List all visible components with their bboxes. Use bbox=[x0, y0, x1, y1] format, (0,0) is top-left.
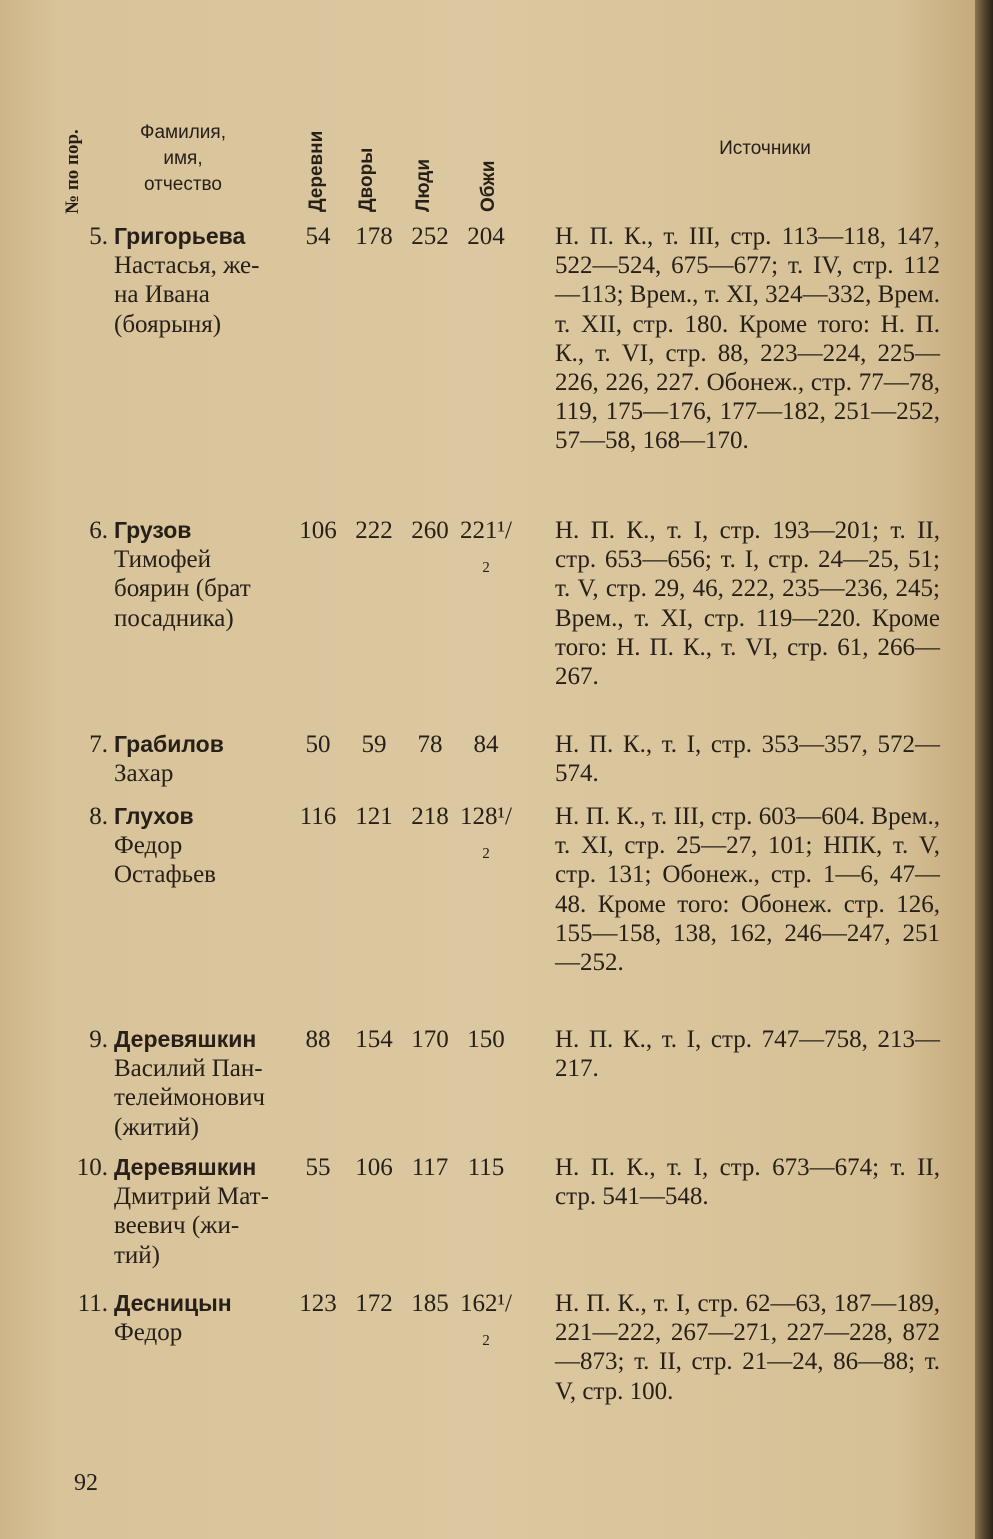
sources-text: Н. П. К., т. I, стр. 747—758, 213—217. bbox=[555, 1026, 940, 1083]
sources-text: Н. П. К., т. I, стр. 353—357, 572—574. bbox=[555, 731, 940, 788]
surname: Григорьева bbox=[114, 223, 246, 249]
households-value: 106 bbox=[355, 1154, 393, 1181]
person-name bbox=[114, 1289, 309, 1347]
name-line: веевич (жи- bbox=[114, 1212, 240, 1240]
person-name bbox=[114, 802, 309, 890]
obzhi-value: 221¹/₂ bbox=[460, 517, 512, 574]
obzhi-value: 162¹/₂ bbox=[460, 1290, 512, 1347]
people-value: 185 bbox=[411, 1290, 449, 1317]
name-line: тий) bbox=[114, 1241, 161, 1269]
header-villages: Деревни bbox=[306, 130, 327, 212]
sources-text: Н. П. К., т. III, стр. 603—604. Врем., т. XI, стр. 25—27, 101; НПК, т. V, стр. 131; Обонеж., стр. 1—6, 47—48. Кроме того: Обонеж. стр. 126, 155—158, 138, 162, 246—247, 251—252. bbox=[555, 803, 940, 977]
name-line: Дмитрий Мат- bbox=[114, 1183, 269, 1211]
surname: Десницын bbox=[114, 1290, 232, 1316]
name-line: боярин (брат bbox=[114, 575, 251, 603]
person-name bbox=[114, 1025, 309, 1142]
name-line: посадника) bbox=[114, 604, 234, 632]
header-households: Дворы bbox=[356, 147, 377, 212]
surname: Грузов bbox=[114, 517, 192, 543]
row-number: 7. bbox=[89, 731, 108, 758]
name-line: Настасья, же- bbox=[114, 252, 260, 280]
name-line: на Ивана bbox=[114, 281, 210, 309]
households-value: 121 bbox=[355, 803, 393, 830]
row-number: 6. bbox=[89, 517, 108, 544]
surname: Деревяшкин bbox=[114, 1154, 257, 1180]
villages-value: 123 bbox=[299, 1290, 337, 1317]
households-value: 178 bbox=[355, 223, 393, 250]
row-number: 5. bbox=[89, 223, 108, 250]
header-name-line: имя, bbox=[163, 148, 203, 169]
name-line: (житий) bbox=[114, 1113, 199, 1141]
people-value: 78 bbox=[417, 731, 443, 758]
obzhi-value: 128¹/₂ bbox=[460, 803, 512, 860]
name-line: Остафьев bbox=[114, 861, 216, 889]
name-line: Федор bbox=[114, 832, 183, 860]
row-number: 11. bbox=[77, 1290, 108, 1317]
row-number: 10. bbox=[76, 1154, 108, 1181]
obzhi-value: 115 bbox=[467, 1154, 505, 1181]
surname: Грабилов bbox=[114, 731, 224, 757]
row-number: 8. bbox=[89, 803, 108, 830]
sources-text: Н. П. К., т. I, стр. 62—63, 187—189, 221—222, 267—271, 227—228, 872—873; т. II, стр. 21—24, 86—88; т. V, стр. 100. bbox=[555, 1290, 940, 1405]
villages-value: 116 bbox=[299, 803, 337, 830]
header-number-col: № по пор. bbox=[62, 129, 83, 214]
households-value: 172 bbox=[355, 1290, 393, 1317]
villages-value: 54 bbox=[305, 223, 331, 250]
villages-value: 106 bbox=[299, 517, 337, 544]
villages-value: 55 bbox=[305, 1154, 331, 1181]
surname: Деревяшкин bbox=[114, 1026, 257, 1052]
people-value: 218 bbox=[411, 803, 449, 830]
name-line: Захар bbox=[114, 760, 174, 788]
people-value: 252 bbox=[411, 223, 449, 250]
surname: Глухов bbox=[114, 803, 194, 829]
households-value: 154 bbox=[355, 1026, 393, 1053]
page-number: 92 bbox=[74, 1470, 98, 1496]
people-value: 260 bbox=[411, 517, 449, 544]
person-name bbox=[114, 1153, 309, 1270]
person-name bbox=[114, 730, 309, 788]
households-value: 59 bbox=[361, 731, 387, 758]
row-number: 9. bbox=[89, 1026, 108, 1053]
sources-text: Н. П. К., т. I, стр. 673—674; т. II, стр. 541—548. bbox=[555, 1154, 940, 1211]
person-name bbox=[114, 516, 309, 633]
person-name bbox=[114, 222, 309, 339]
people-value: 170 bbox=[411, 1026, 449, 1053]
book-spine bbox=[975, 0, 993, 1539]
header-name-line: отчество bbox=[144, 174, 222, 195]
sources-text: Н. П. К., т. III, стр. 113—118, 147, 522—524, 675—677; т. IV, стр. 112—113; Врем., т. XI, 324—332, Врем. т. XII, стр. 180. Кроме того: Н. П. К., т. VI, стр. 88, 223—224, 225—226, 226, 227. Обонеж., стр. 77—78, 119, 175—176, 177—182, 251—252, 57—58, 168—170. bbox=[555, 223, 940, 455]
header-name-col bbox=[108, 120, 258, 198]
people-value: 117 bbox=[411, 1154, 449, 1181]
obzhi-value: 150 bbox=[467, 1026, 505, 1053]
villages-value: 50 bbox=[305, 731, 331, 758]
name-line: (боярыня) bbox=[114, 310, 222, 338]
households-value: 222 bbox=[355, 517, 393, 544]
obzhi-value: 204 bbox=[467, 223, 505, 250]
header-obzhi: Обжи bbox=[478, 160, 499, 212]
header-sources: Источники bbox=[719, 138, 811, 159]
villages-value: 88 bbox=[305, 1026, 331, 1053]
name-line: Тимофей bbox=[114, 546, 212, 574]
sources-text: Н. П. К., т. I, стр. 193—201; т. II, стр. 653—656; т. I, стр. 24—25, 51; т. V, стр. 29, 46, 222, 235—236, 245; Врем., т. XI, стр. 119—220. Кроме того: Н. П. К., т. VI, стр. 61, 266—267. bbox=[555, 517, 940, 691]
header-name-line: Фамилия, bbox=[140, 122, 226, 143]
obzhi-value: 84 bbox=[473, 731, 499, 758]
name-line: телеймонович bbox=[114, 1084, 265, 1112]
name-line: Василий Пан- bbox=[114, 1055, 263, 1083]
header-people: Люди bbox=[413, 158, 434, 212]
name-line: Федор bbox=[114, 1319, 183, 1347]
